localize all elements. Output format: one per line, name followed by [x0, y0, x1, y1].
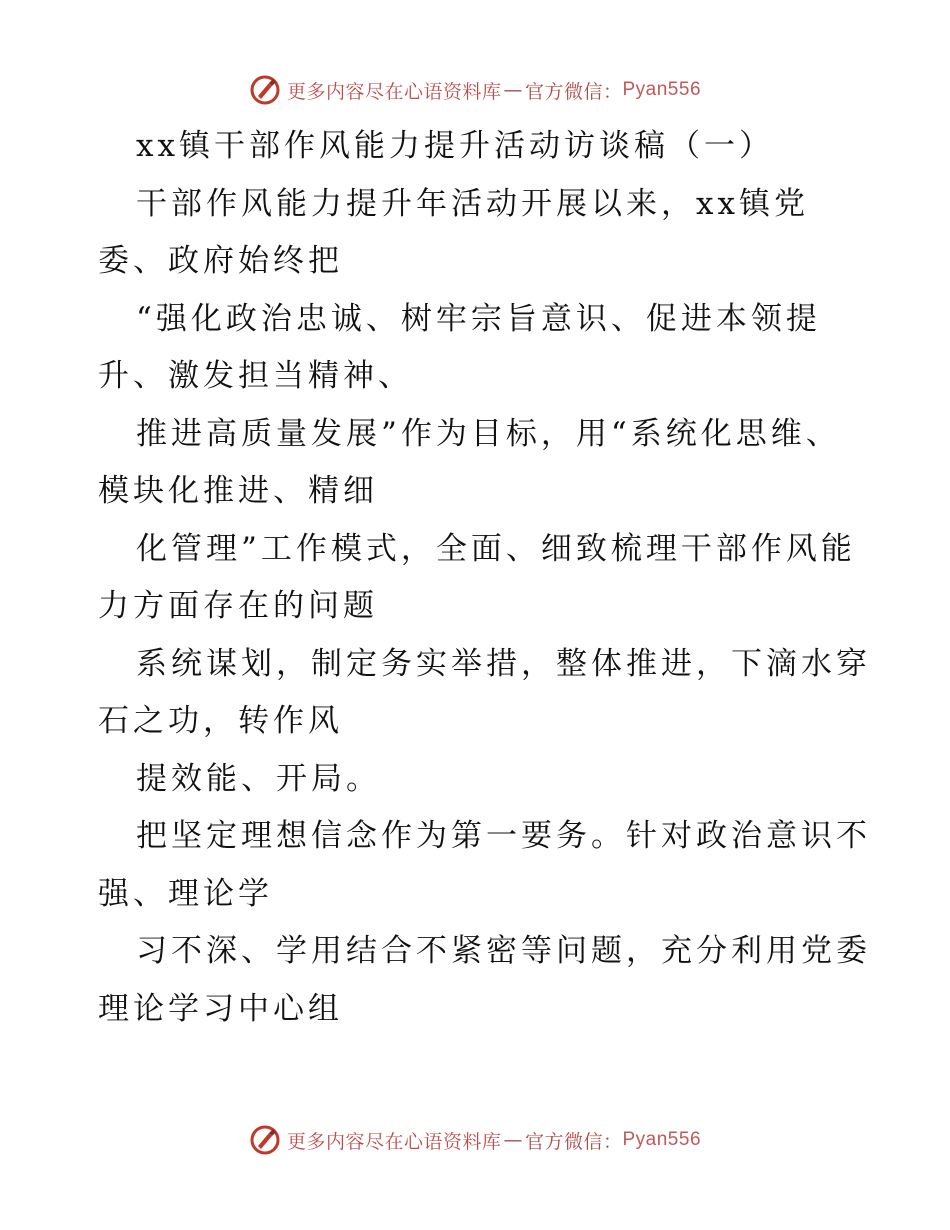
banner-main-text: 更多内容尽在心语资料库 — [286, 1130, 502, 1153]
logo-icon — [249, 74, 281, 106]
banner-separator: — — [503, 1129, 523, 1151]
doc-line: 化管理”工作模式，全面、细致梳理干部作风能 — [136, 530, 856, 567]
doc-line: 把坚定理想信念作为第一要务。针对政治意识不 — [136, 818, 871, 854]
doc-line: 石之功，转作风 — [98, 703, 343, 739]
banner-main-text: 更多内容尽在心语资料库 — [286, 80, 502, 103]
banner-separator: — — [503, 79, 523, 101]
doc-line: 系统谋划，制定务实举措，整体推进，下滴水穿 — [136, 645, 871, 682]
doc-line: 强、理论学 — [98, 875, 273, 912]
document-body — [98, 118, 871, 1038]
banner-wechat-id: Pyan556 — [622, 79, 702, 100]
doc-line: 提效能、开局。 — [136, 760, 381, 797]
doc-line: 推进高质量发展”作为目标，用“系统化思维、 — [136, 415, 841, 452]
doc-line: 委、政府始终把 — [98, 243, 343, 279]
doc-line: 模块化推进、精细 — [98, 473, 378, 509]
header-banner — [0, 72, 950, 108]
doc-title: xx镇干部作风能力提升活动访谈稿（一） — [136, 128, 774, 164]
doc-line: 力方面存在的问题 — [98, 588, 378, 624]
doc-line: 理论学习中心组 — [98, 990, 343, 1027]
doc-line: 习不深、学用结合不紧密等问题，充分利用党委 — [136, 933, 871, 969]
banner-official-label: 官方微信： — [524, 80, 623, 103]
banner-wechat-id: Pyan556 — [622, 1129, 702, 1150]
doc-line: 升、激发担当精神、 — [98, 358, 413, 394]
doc-line: “强化政治忠诚、树牢宗旨意识、促进本领提 — [136, 300, 821, 337]
footer-banner — [0, 1122, 950, 1158]
logo-icon — [249, 1124, 281, 1156]
doc-line: 干部作风能力提升年活动开展以来，xx镇党 — [136, 185, 809, 222]
banner-official-label: 官方微信： — [524, 1130, 623, 1153]
